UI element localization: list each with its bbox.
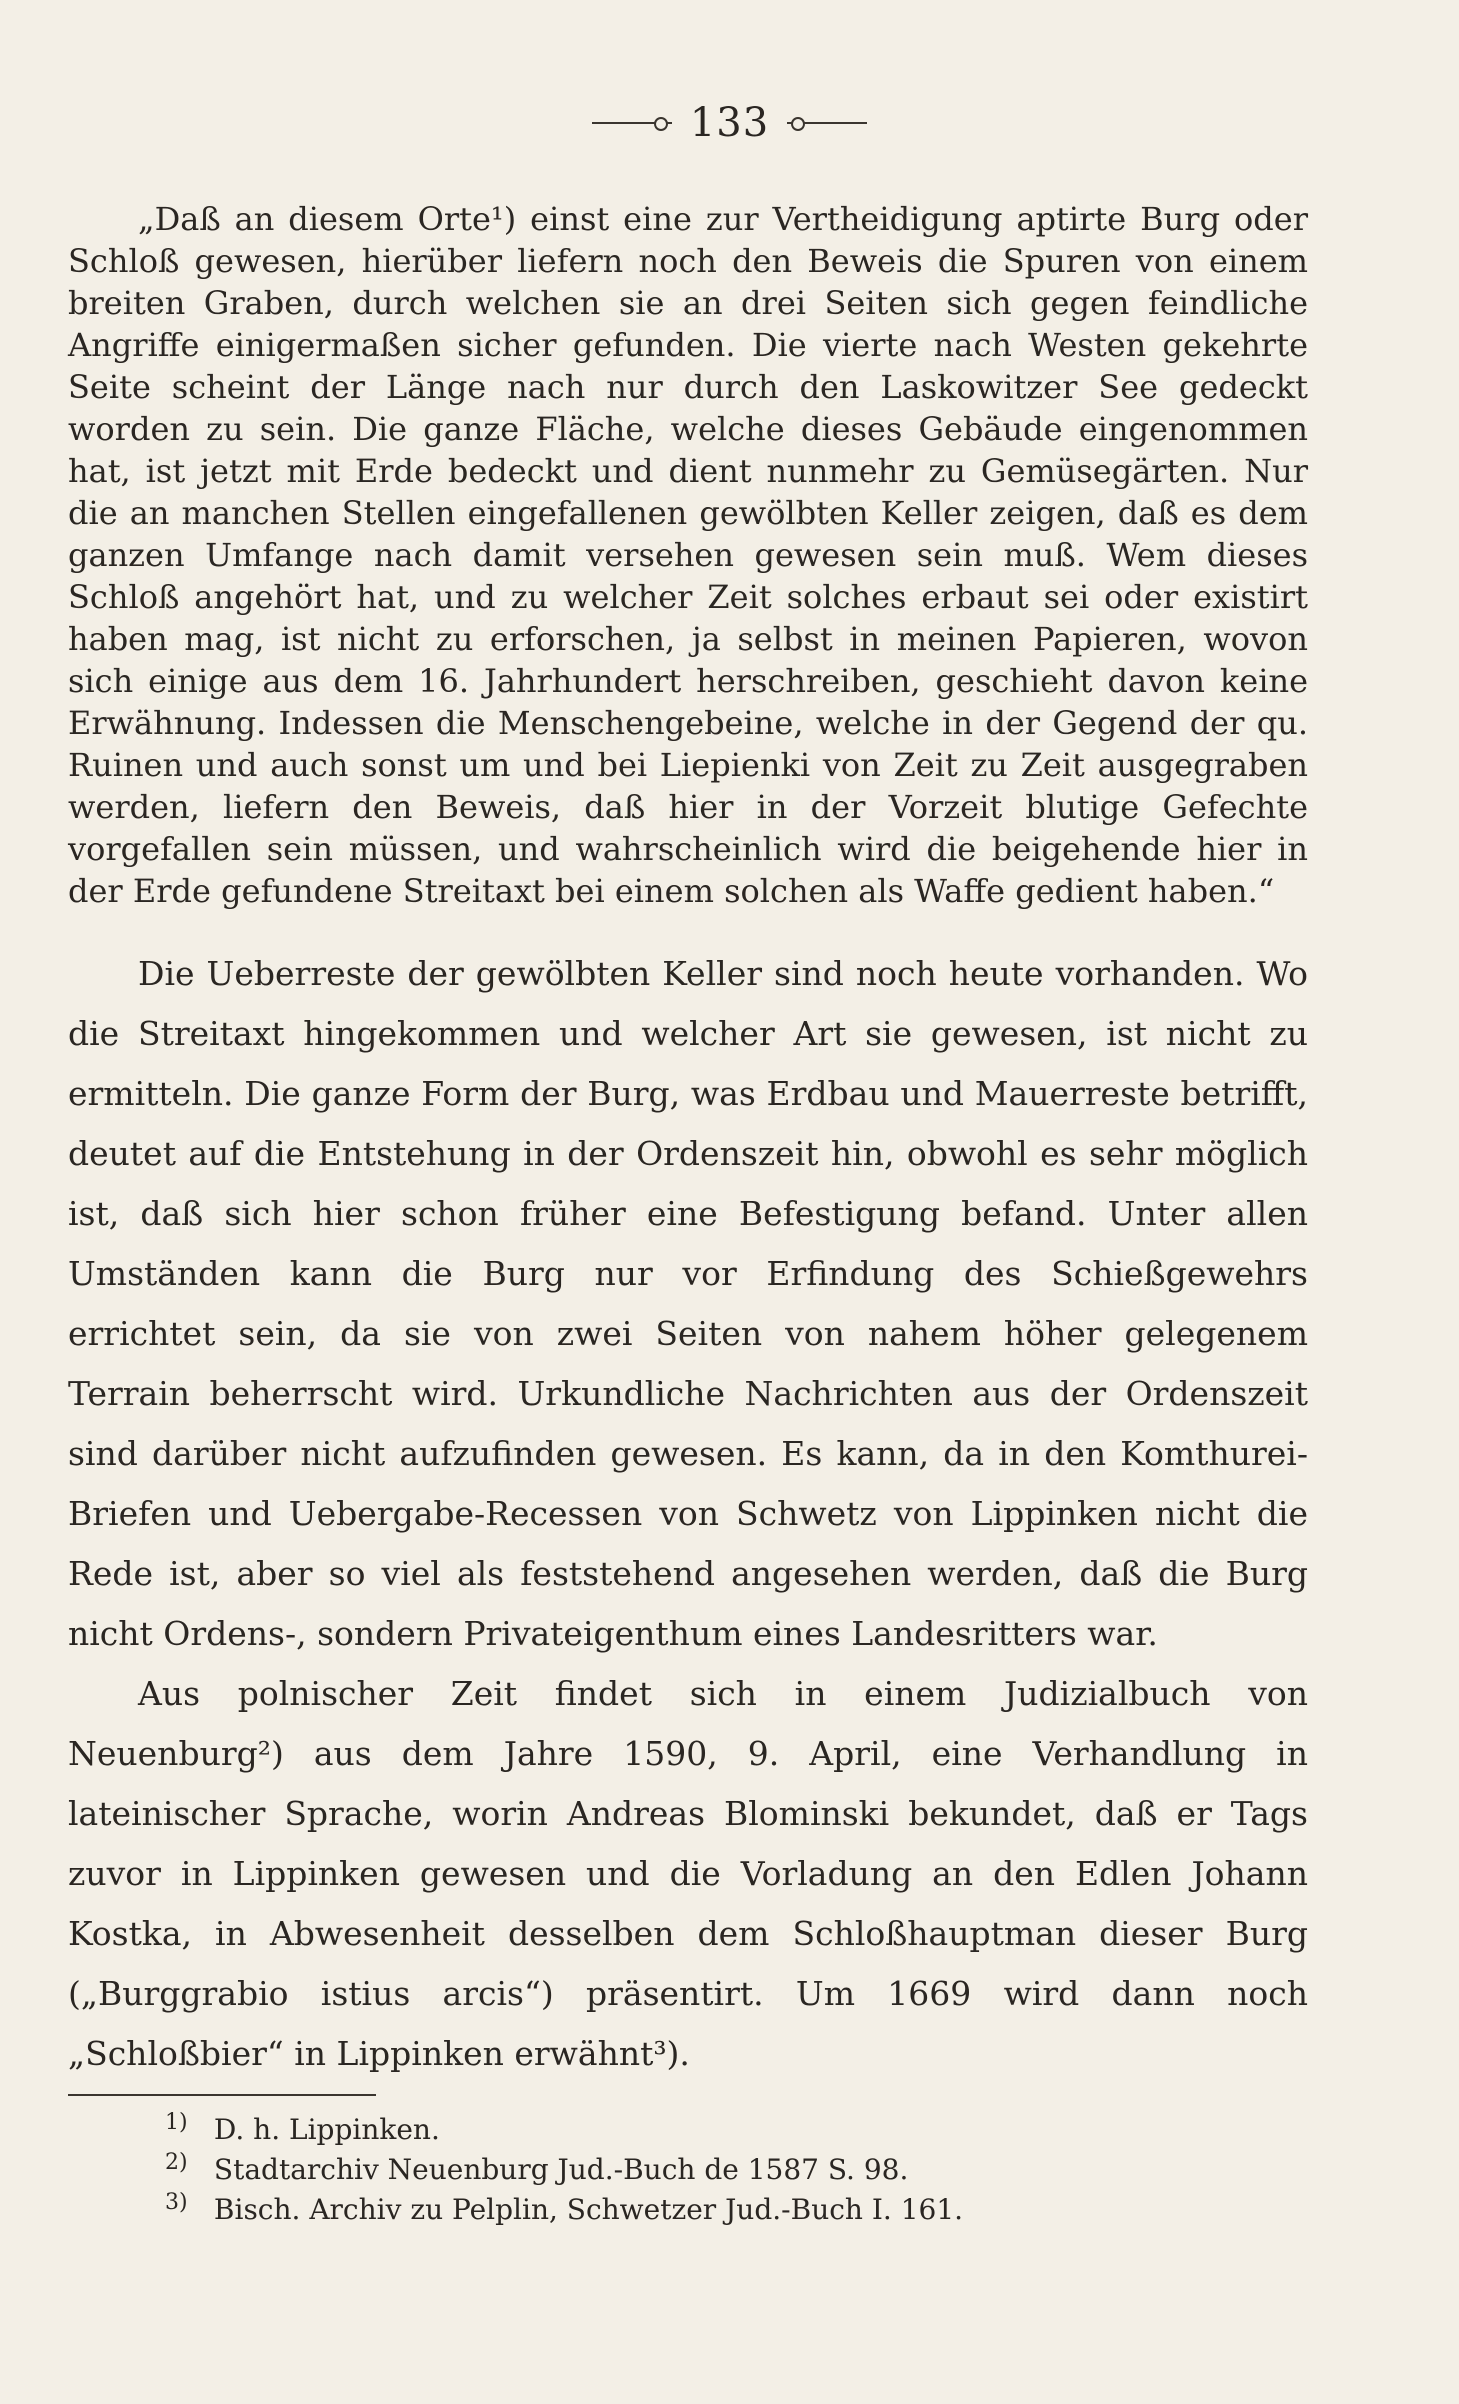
page-header [0, 100, 1459, 146]
footnote: 2) Stadtarchiv Neuenburg Jud.-Buch de 1587 S. 98. [165, 2149, 909, 2186]
paragraph: Die Ueberreste der gewölbten Keller sind noch heute vorhanden. Wo die Streitaxt hingekommen und welcher Art sie gewesen, ist nicht zu ermitteln. Die ganze Form der Burg, was Erdbau und Mauerreste betrifft, deutet auf die Entstehung in der Ordenszeit hin, obwohl es sehr möglich ist, daß sich hier schon früher eine Befestigung befand. Unter allen Umständen kann die Burg nur vor Erfindung des Schießgewehrs errichtet sein, da sie von zwei Seiten von nahem höher gelegenem Terrain beherrscht wird. Urkundliche Nachrichten aus der Ordenszeit sind darüber nicht aufzufinden gewesen. Es kann, da in den Komthurei-Briefen und Uebergabe-Recessen von Schwetz von Lippinken nicht die Rede ist, aber so viel als feststehend angesehen werden, daß die Burg nicht Ordens-, sondern Privateigenthum eines Landesritters war. [68, 954, 1308, 1653]
footnote: 1) D. h. Lippinken. [165, 2109, 440, 2146]
main-text [68, 944, 1308, 2084]
paragraph: Aus polnischer Zeit findet sich in einem Judizialbuch von Neuenburg²) aus dem Jahre 1590, 9. April, eine Verhandlung in lateinischer Sprache, worin Andreas Blominski bekundet, daß er Tags zuvor in Lippinken gewesen und die Vorladung an den Edlen Johann Kostka, in Abwesenheit desselben dem Schloßhauptman dieser Burg („Burggrabio istius arcis“) präsentirt. Um 1669 wird dann noch „Schloßbier“ in Lippinken erwähnt³). [68, 1674, 1308, 2073]
quoted-passage: „Daß an diesem Orte¹) einst eine zur Vertheidigung aptirte Burg oder Schloß gewesen, hierüber liefern noch den Beweis die Spuren von einem breiten Graben, durch welchen sie an drei Seiten sich gegen feindliche Angriffe einigermaßen sicher gefunden. Die vierte nach Westen gekehrte Seite scheint der Länge nach nur durch den Laskowitzer See gedeckt worden zu sein. Die ganze Fläche, welche dieses Gebäude eingenommen hat, ist jetzt mit Erde bedeckt und dient nunmehr zu Gemüsegärten. Nur die an manchen Stellen eingefallenen gewölbten Keller zeigen, daß es dem ganzen Umfange nach damit versehen gewesen sein muß. Wem dieses Schloß angehört hat, und zu welcher Zeit solches erbaut sei oder existirt haben mag, ist nicht zu erforschen, ja selbst in meinen Papieren, wovon sich einige aus dem 16. Jahrhundert herschreiben, geschieht davon keine Erwähnung. Indessen die Menschengebeine, welche in der Gegend der qu. Ruinen und auch sonst um und bei Liepienki von Zeit zu Zeit ausgegraben werden, liefern den Beweis, daß hier in der Vorzeit blutige Gefechte vorgefallen sein müssen, und wahrscheinlich wird die beigehende hier in der Erde gefundene Streitaxt bei einem solchen als Waffe gedient haben.“ [68, 200, 1308, 910]
footnote-text: D. h. Lippinken. [213, 2113, 440, 2146]
footnote-divider [68, 2094, 376, 2096]
footnote: 3) Bisch. Archiv zu Pelplin, Schwetzer Jud.-Buch I. 161. [165, 2189, 964, 2226]
footnotes [165, 2110, 1265, 2230]
footnote-text: Bisch. Archiv zu Pelplin, Schwetzer Jud.-Buch I. 161. [213, 2193, 964, 2226]
ornament-right-icon [787, 122, 867, 124]
footnote-text: Stadtarchiv Neuenburg Jud.-Buch de 1587 S. 98. [213, 2153, 909, 2186]
page-number: 133 [689, 100, 770, 146]
ornament-left-icon [592, 122, 672, 124]
